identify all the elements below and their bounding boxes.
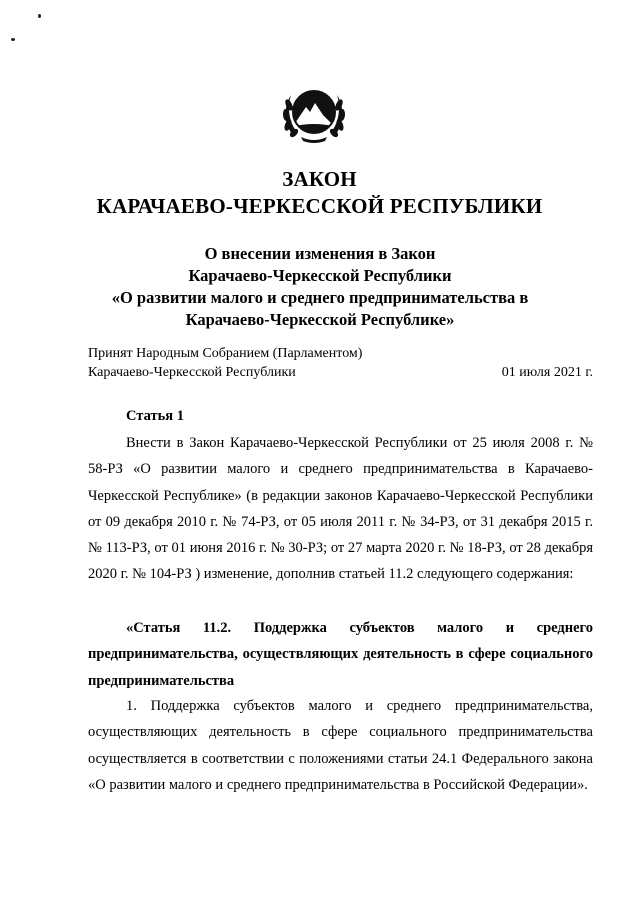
- law-title: ЗАКОН: [282, 167, 357, 191]
- subtitle-line: О внесении изменения в Закон: [204, 244, 436, 263]
- republic-title: КАРАЧАЕВО-ЧЕРКЕССКОЙ РЕСПУБЛИКИ: [96, 194, 543, 218]
- adopted-by-line: Принят Народным Собранием (Парламентом): [88, 346, 363, 361]
- adopted-by-republic: Карачаево-Черкесской Республики: [88, 365, 296, 380]
- scan-speck: [11, 38, 15, 41]
- subtitle-line: Карачаево-Черкесской Республике»: [185, 310, 455, 329]
- mountain-emblem-icon: [279, 77, 349, 147]
- scan-speck: [38, 14, 41, 18]
- subtitle-line: Карачаево-Черкесской Республики: [188, 266, 452, 285]
- article-heading: Статья 1: [126, 408, 184, 424]
- adoption-block: [88, 344, 593, 382]
- article-text: Внести в Закон Карачаево-Черкесской Республики от 25 июля 2008 г. № 58-РЗ «О развитии малого и среднего предпринимательства в Карачаево-Черкесской Республике» (в редакции законов Карачаево-Черкесской Республики от 09 декабря 2010 г. № 74-РЗ, от 05 июля 2011 г. № 34-РЗ, от 31 декабря 2015 г. № 113-РЗ, от 01 июня 2016 г. № 30-РЗ; от 27 марта 2020 г. № 18-РЗ, от 28 декабря 2020 г. № 104-РЗ ) изменение, дополнив статьей 11.2 следующего содержания:: [88, 435, 593, 583]
- new-article-point-1: 1. Поддержка субъектов малого и среднего предпринимательства, осуществляющих деятельность в сфере социального предпринимательства осуществляется в соответствии с положениями статьи 24.1 Федерального закона «О развитии малого и среднего предпринимательства в Российской Федерации».: [88, 698, 593, 793]
- adoption-date: 01 июля 2021 г.: [501, 365, 593, 380]
- subtitle-line: «О развитии малого и среднего предпринимательства в: [111, 288, 529, 307]
- new-article-heading: «Статья 11.2. Поддержка субъектов малого и среднего предпринимательства, осуществляющих деятельность в сфере социального предпринимательства: [88, 620, 593, 689]
